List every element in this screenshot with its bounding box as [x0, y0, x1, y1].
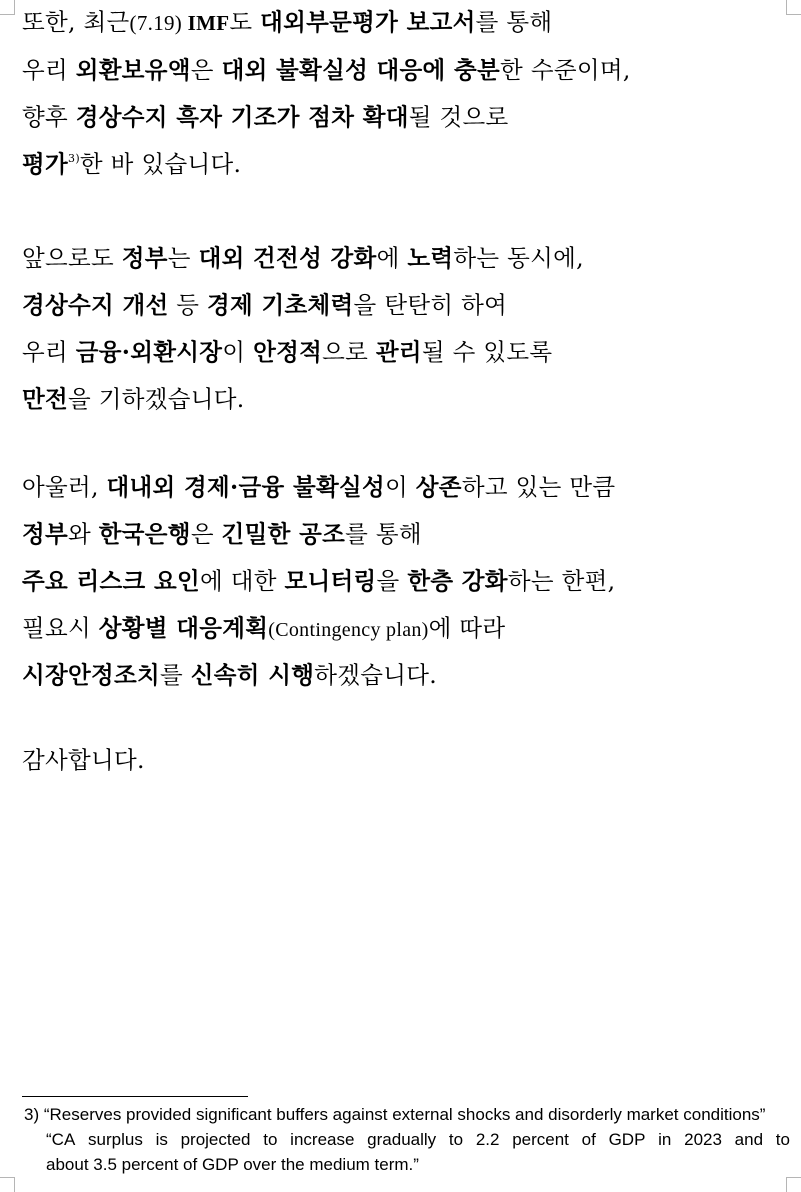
text-segment: 감사합니다. [22, 746, 145, 774]
footnote-text-2 [46, 1127, 790, 1152]
footnote-word: to [448, 1130, 464, 1149]
text-segment: 우리 [22, 56, 76, 84]
text-segment: 에 대한 [199, 567, 285, 595]
bold-text: 금융·외환시장 [75, 338, 223, 366]
text-segment: 하는 동시에, [453, 244, 584, 272]
bold-text: 평가 [22, 150, 69, 178]
footnote-line-2 [24, 1127, 792, 1152]
bold-text: 상황별 대응계획 [98, 614, 269, 642]
footnote-word: is [155, 1130, 168, 1149]
paragraph-1-line-3 [22, 101, 509, 133]
text-segment: 이 [385, 473, 416, 501]
footnote-word: increase [290, 1130, 355, 1149]
text-segment: 에 [376, 244, 408, 272]
bold-text: 대외 불확실성 대응에 충분 [221, 56, 501, 84]
bold-text: 대외부문평가 보고서 [260, 8, 476, 36]
crop-mark-bottom-left [0, 1177, 15, 1192]
bold-text: 주요 리스크 요인 [22, 567, 200, 595]
footnote-text-3: about 3.5 percent of GDP over the medium term.” [46, 1155, 419, 1174]
paragraph-1-line-4 [22, 148, 241, 180]
bold-text: 관리 [375, 338, 422, 366]
crop-mark-top-left [0, 0, 15, 15]
bold-text: 상존 [415, 473, 462, 501]
text-segment: 한 바 있습니다. [79, 150, 242, 178]
text-segment: 를 [160, 661, 191, 689]
text-segment: 하고 있는 만큼 [461, 473, 616, 501]
footnote-word: 2023 [684, 1130, 722, 1149]
text-segment: 도 [229, 8, 261, 36]
text-segment: 으로 [322, 338, 376, 366]
bold-text: 긴밀한 공조 [221, 520, 346, 548]
bold-text: 대외 건전성 강화 [198, 244, 377, 272]
paragraph-2-line-1 [22, 242, 584, 274]
paragraph-2-line-3 [22, 336, 552, 368]
bold-text: 만전 [22, 385, 69, 413]
text-segment: 또한, 최근 [22, 8, 130, 36]
footnote-word: in [658, 1130, 672, 1149]
footnote-word: gradually [367, 1130, 437, 1149]
bold-text: 외환보유액 [75, 56, 191, 84]
bold-text: 노력 [407, 244, 454, 272]
bold-text: 정부 [22, 520, 69, 548]
paragraph-3-line-3 [22, 565, 615, 597]
text-segment: 등 [168, 291, 208, 319]
text-segment: 향후 [22, 103, 76, 131]
text-segment: 는 [167, 244, 199, 272]
bold-text: 신속히 시행 [190, 661, 315, 689]
bold-text: 안정적 [253, 338, 323, 366]
text-segment: 을 탄탄히 하여 [353, 291, 508, 319]
bold-text: 대내외 경제·금융 불확실성 [106, 473, 386, 501]
paragraph-3-line-2 [22, 518, 422, 550]
paragraph-1-line-2 [22, 54, 631, 86]
bold-text: 정부 [121, 244, 168, 272]
bold-text: IMF [187, 11, 230, 35]
bold-text: 경상수지 흑자 기조가 점차 확대 [75, 103, 409, 131]
text-segment: 될 것으로 [408, 103, 509, 131]
text-segment: 하는 한편, [507, 567, 616, 595]
text-segment: 될 수 있도록 [421, 338, 553, 366]
text-segment: 을 [376, 567, 408, 595]
bold-text: 한국은행 [98, 520, 191, 548]
text-segment: 필요시 [22, 614, 99, 642]
crop-mark-bottom-right [786, 1177, 801, 1192]
text-segment: 은 [190, 56, 222, 84]
paragraph-3-line-4 [22, 612, 505, 644]
footnote-reference: 3) [68, 152, 80, 165]
footnote-line-1 [24, 1102, 792, 1127]
text-segment: 우리 [22, 338, 76, 366]
bold-text: 한층 강화 [407, 567, 508, 595]
text-segment: 를 통해 [475, 8, 553, 36]
footnote-word: to [263, 1130, 278, 1149]
paragraph-1-line-1 [22, 6, 552, 38]
text-segment: 와 [68, 520, 99, 548]
paragraph-2-line-4 [22, 383, 245, 415]
text-segment: 한 수준이며, [500, 56, 631, 84]
footnote-word: surplus [88, 1130, 143, 1149]
footnote [24, 1102, 792, 1177]
footnote-word: percent [512, 1130, 569, 1149]
footnote-word: to [775, 1130, 790, 1149]
text-segment: 을 기하겠습니다. [68, 385, 245, 413]
text-segment: (Contingency plan) [268, 619, 429, 641]
footnote-text-1: “Reserves provided significant buffers against external shocks and disorderly market conditions” [43, 1105, 766, 1124]
footnote-word: and [734, 1130, 764, 1149]
text-segment: 하겠습니다. [314, 661, 438, 689]
footnote-word: of [581, 1130, 596, 1149]
footnote-word: projected [180, 1130, 251, 1149]
text-segment: 이 [222, 338, 254, 366]
footnote-word: 2.2 [475, 1130, 500, 1149]
footnote-word: “CA [46, 1130, 76, 1149]
footnote-number: 3) [24, 1105, 40, 1124]
bold-text: 경제 기초체력 [207, 291, 354, 319]
text-segment: 은 [190, 520, 222, 548]
text-segment: 앞으로도 [22, 244, 122, 272]
text-segment: 에 따라 [428, 614, 506, 642]
paragraph-4-line-1 [22, 744, 145, 776]
text-segment: (7.19) [129, 11, 188, 35]
bold-text: 시장안정조치 [22, 661, 161, 689]
text-segment: 를 통해 [345, 520, 422, 548]
footnote-separator [22, 1096, 248, 1097]
footnote-word: GDP [608, 1130, 646, 1149]
bold-text: 모니터링 [284, 567, 377, 595]
text-segment: 아울러, [22, 473, 107, 501]
paragraph-2-line-2 [22, 289, 507, 321]
paragraph-3-line-1 [22, 471, 615, 503]
paragraph-3-line-5 [22, 659, 437, 691]
crop-mark-top-right [786, 0, 801, 15]
bold-text: 경상수지 개선 [22, 291, 169, 319]
footnote-line-3 [24, 1152, 792, 1177]
